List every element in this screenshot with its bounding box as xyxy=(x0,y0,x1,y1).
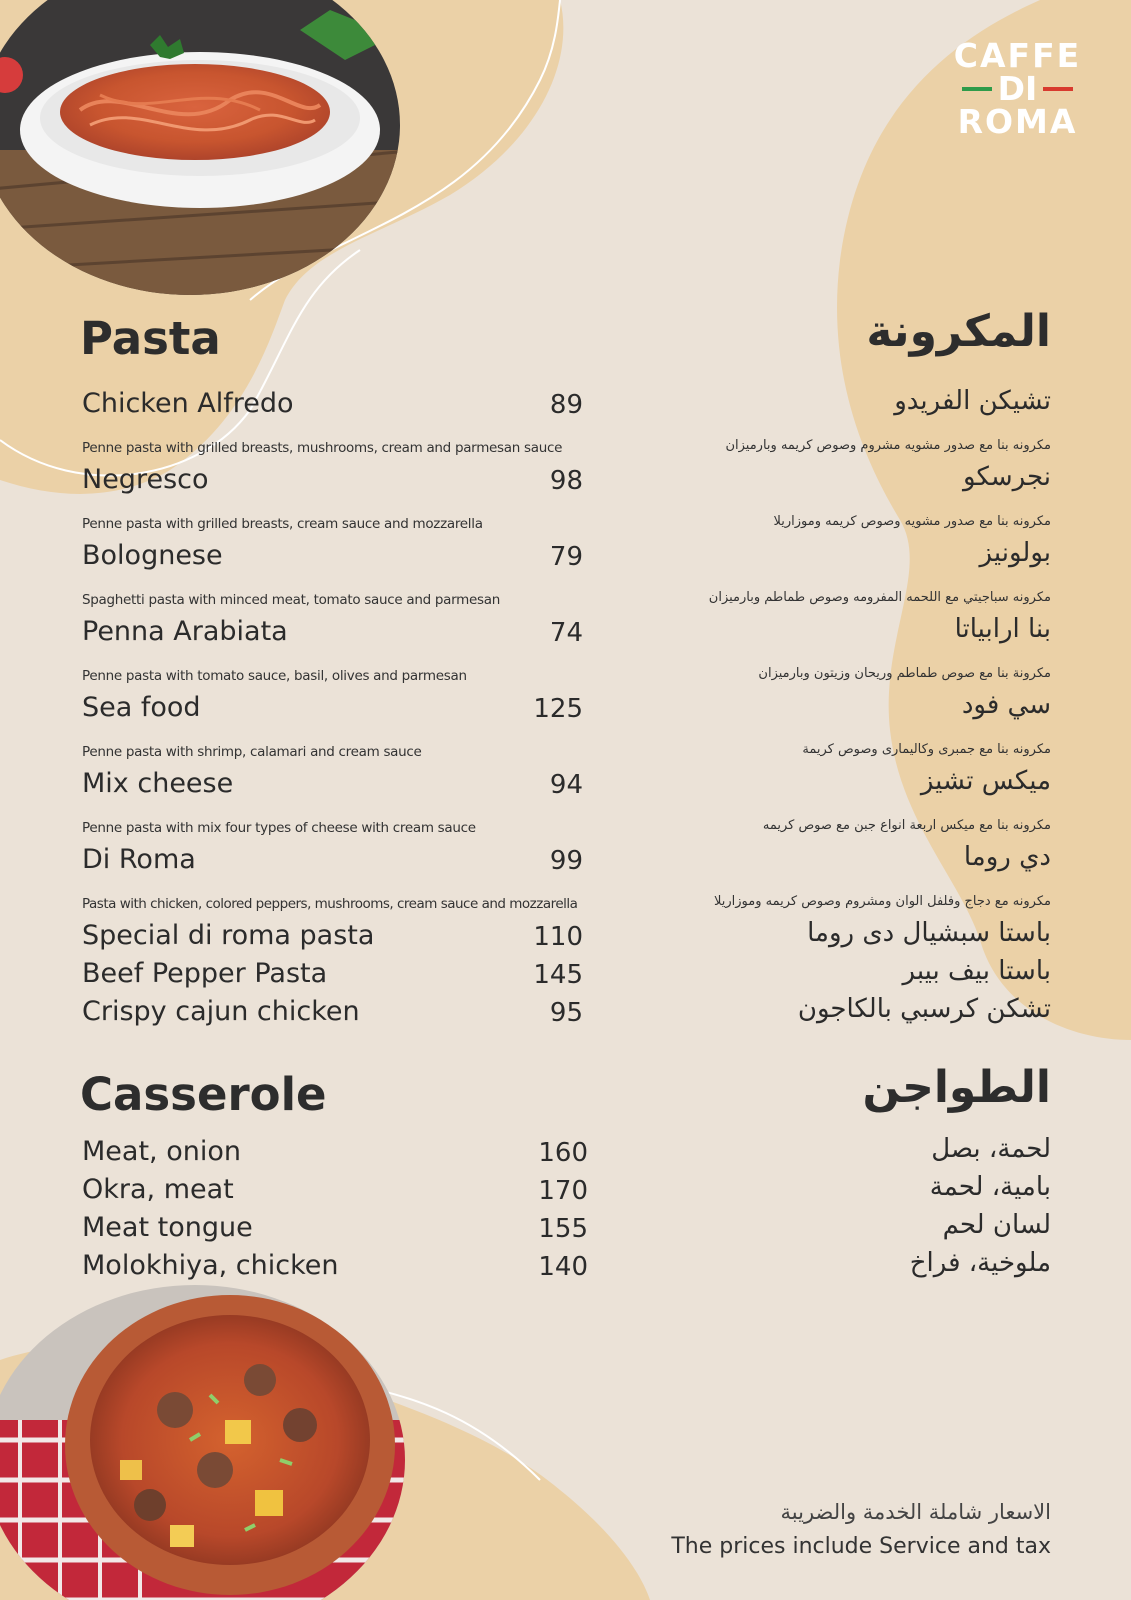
pasta-item-price: 98 xyxy=(549,466,583,496)
pasta-item-desc-en: Penne pasta with grilled breasts, cream sauce and mozzarella xyxy=(82,516,483,532)
pasta-item-desc-ar: مكرونه مع دجاج وفلفل الوان ومشروم وصوص كريمه وموزاريلا xyxy=(713,894,1051,909)
pasta-item-price: 110 xyxy=(533,922,583,952)
casserole-item-name-ar: بامية، لحمة xyxy=(929,1172,1051,1202)
casserole-item-price: 160 xyxy=(538,1138,588,1168)
pasta-item-price: 74 xyxy=(549,618,583,648)
pasta-item-price: 125 xyxy=(533,694,583,724)
pasta-title-en: Pasta xyxy=(80,312,221,365)
pasta-item-name-en: Chicken Alfredo xyxy=(82,388,294,419)
pasta-item-price: 95 xyxy=(549,998,583,1028)
pasta-item-price: 89 xyxy=(549,390,583,420)
casserole-item-name-en: Meat, onion xyxy=(82,1136,241,1167)
pasta-item-name-ar: باستا بيف بيبر xyxy=(902,956,1051,986)
pasta-item-name-en: Sea food xyxy=(82,692,201,723)
pasta-item-name-ar: باستا سبشيال دى روما xyxy=(807,918,1051,948)
logo-line-roma: ROMA xyxy=(957,102,1078,141)
logo-red-bar xyxy=(1043,87,1073,91)
pasta-item-desc-en: Penne pasta with tomato sauce, basil, olives and parmesan xyxy=(82,668,467,684)
pasta-item-name-en: Bolognese xyxy=(82,540,223,571)
casserole-item-price: 155 xyxy=(538,1214,588,1244)
pasta-item-price: 94 xyxy=(549,770,583,800)
pasta-item-desc-en: Penne pasta with grilled breasts, mushrooms, cream and parmesan sauce xyxy=(82,440,563,456)
pasta-item-name-en: Special di roma pasta xyxy=(82,920,375,951)
pasta-item-name-ar: بنا ارابياتا xyxy=(954,614,1051,644)
pasta-item-name-en: Penna Arabiata xyxy=(82,616,288,647)
pasta-item-desc-en: Spaghetti pasta with minced meat, tomato sauce and parmesan xyxy=(82,592,500,608)
pasta-item-name-en: Negresco xyxy=(82,464,209,495)
casserole-item-name-en: Molokhiya, chicken xyxy=(82,1250,339,1281)
pasta-item-name-ar: تشيكن الفريدو xyxy=(894,386,1051,416)
pasta-item-desc-en: Penne pasta with mix four types of cheese with cream sauce xyxy=(82,820,476,836)
pasta-item-name-ar: سي فود xyxy=(961,690,1051,720)
pasta-item-name-ar: ميكس تشيز xyxy=(920,766,1051,796)
casserole-title-en: Casserole xyxy=(80,1068,327,1121)
pasta-item-price: 79 xyxy=(549,542,583,572)
casserole-title-ar: الطواجن xyxy=(862,1062,1051,1113)
pasta-item-name-en: Di Roma xyxy=(82,844,196,875)
prices-note-en: The prices include Service and tax xyxy=(671,1534,1051,1559)
pasta-item-name-en: Beef Pepper Pasta xyxy=(82,958,328,989)
pasta-item-name-ar: نجرسكو xyxy=(963,462,1051,492)
pasta-item-name-ar: دي روما xyxy=(963,842,1051,872)
pasta-item-name-ar: بولونيز xyxy=(979,538,1051,568)
casserole-item-name-en: Okra, meat xyxy=(82,1174,234,1205)
pasta-item-name-en: Crispy cajun chicken xyxy=(82,996,360,1027)
caffe-di-roma-logo xyxy=(950,38,1085,140)
logo-text-di: DI xyxy=(997,69,1038,108)
pasta-item-desc-ar: مكرونه بنا مع ميكس اربعة انواع جبن مع صوص كريمه xyxy=(762,818,1051,833)
casserole-item-name-ar: ملوخية، فراخ xyxy=(909,1248,1051,1278)
pasta-title-ar: المكرونة xyxy=(866,306,1051,357)
pasta-item-desc-ar: مكرونه بنا مع صدور مشويه مشروم وصوص كريمه وبارميزان xyxy=(725,438,1051,453)
casserole-item-name-ar: لحمة، بصل xyxy=(931,1134,1051,1164)
pasta-item-price: 99 xyxy=(549,846,583,876)
pasta-item-desc-en: Pasta with chicken, colored peppers, mushrooms, cream sauce and mozzarella xyxy=(82,896,578,912)
pasta-item-name-ar: تشكن كرسبي بالكاجون xyxy=(797,994,1051,1024)
logo-green-bar xyxy=(962,87,992,91)
logo-line-caffe: CAFFE xyxy=(953,36,1082,75)
casserole-item-name-ar: لسان لحم xyxy=(942,1210,1051,1240)
pasta-item-desc-ar: مكرونه بنا مع صدور مشويه وصوص كريمه وموزاريلا xyxy=(773,514,1051,529)
casserole-item-price: 140 xyxy=(538,1252,588,1282)
pasta-item-desc-ar: مكرونة بنا مع صوص طماطم وريحان وزيتون وبارميزان xyxy=(758,666,1051,681)
prices-note-ar: الاسعار شاملة الخدمة والضريبة xyxy=(780,1500,1051,1524)
pasta-item-desc-ar: مكرونه بنا مع جمبرى وكاليمارى وصوص كريمة xyxy=(802,742,1051,757)
casserole-item-price: 170 xyxy=(538,1176,588,1206)
pasta-item-desc-en: Penne pasta with shrimp, calamari and cream sauce xyxy=(82,744,422,760)
pasta-item-desc-ar: مكرونه سباجيتي مع اللحمه المفرومه وصوص طماطم وبارميزان xyxy=(708,590,1051,605)
casserole-item-name-en: Meat tongue xyxy=(82,1212,253,1243)
pasta-item-name-en: Mix cheese xyxy=(82,768,234,799)
casserole-photo xyxy=(0,1280,420,1600)
logo-line-di xyxy=(950,69,1085,108)
pasta-item-price: 145 xyxy=(533,960,583,990)
